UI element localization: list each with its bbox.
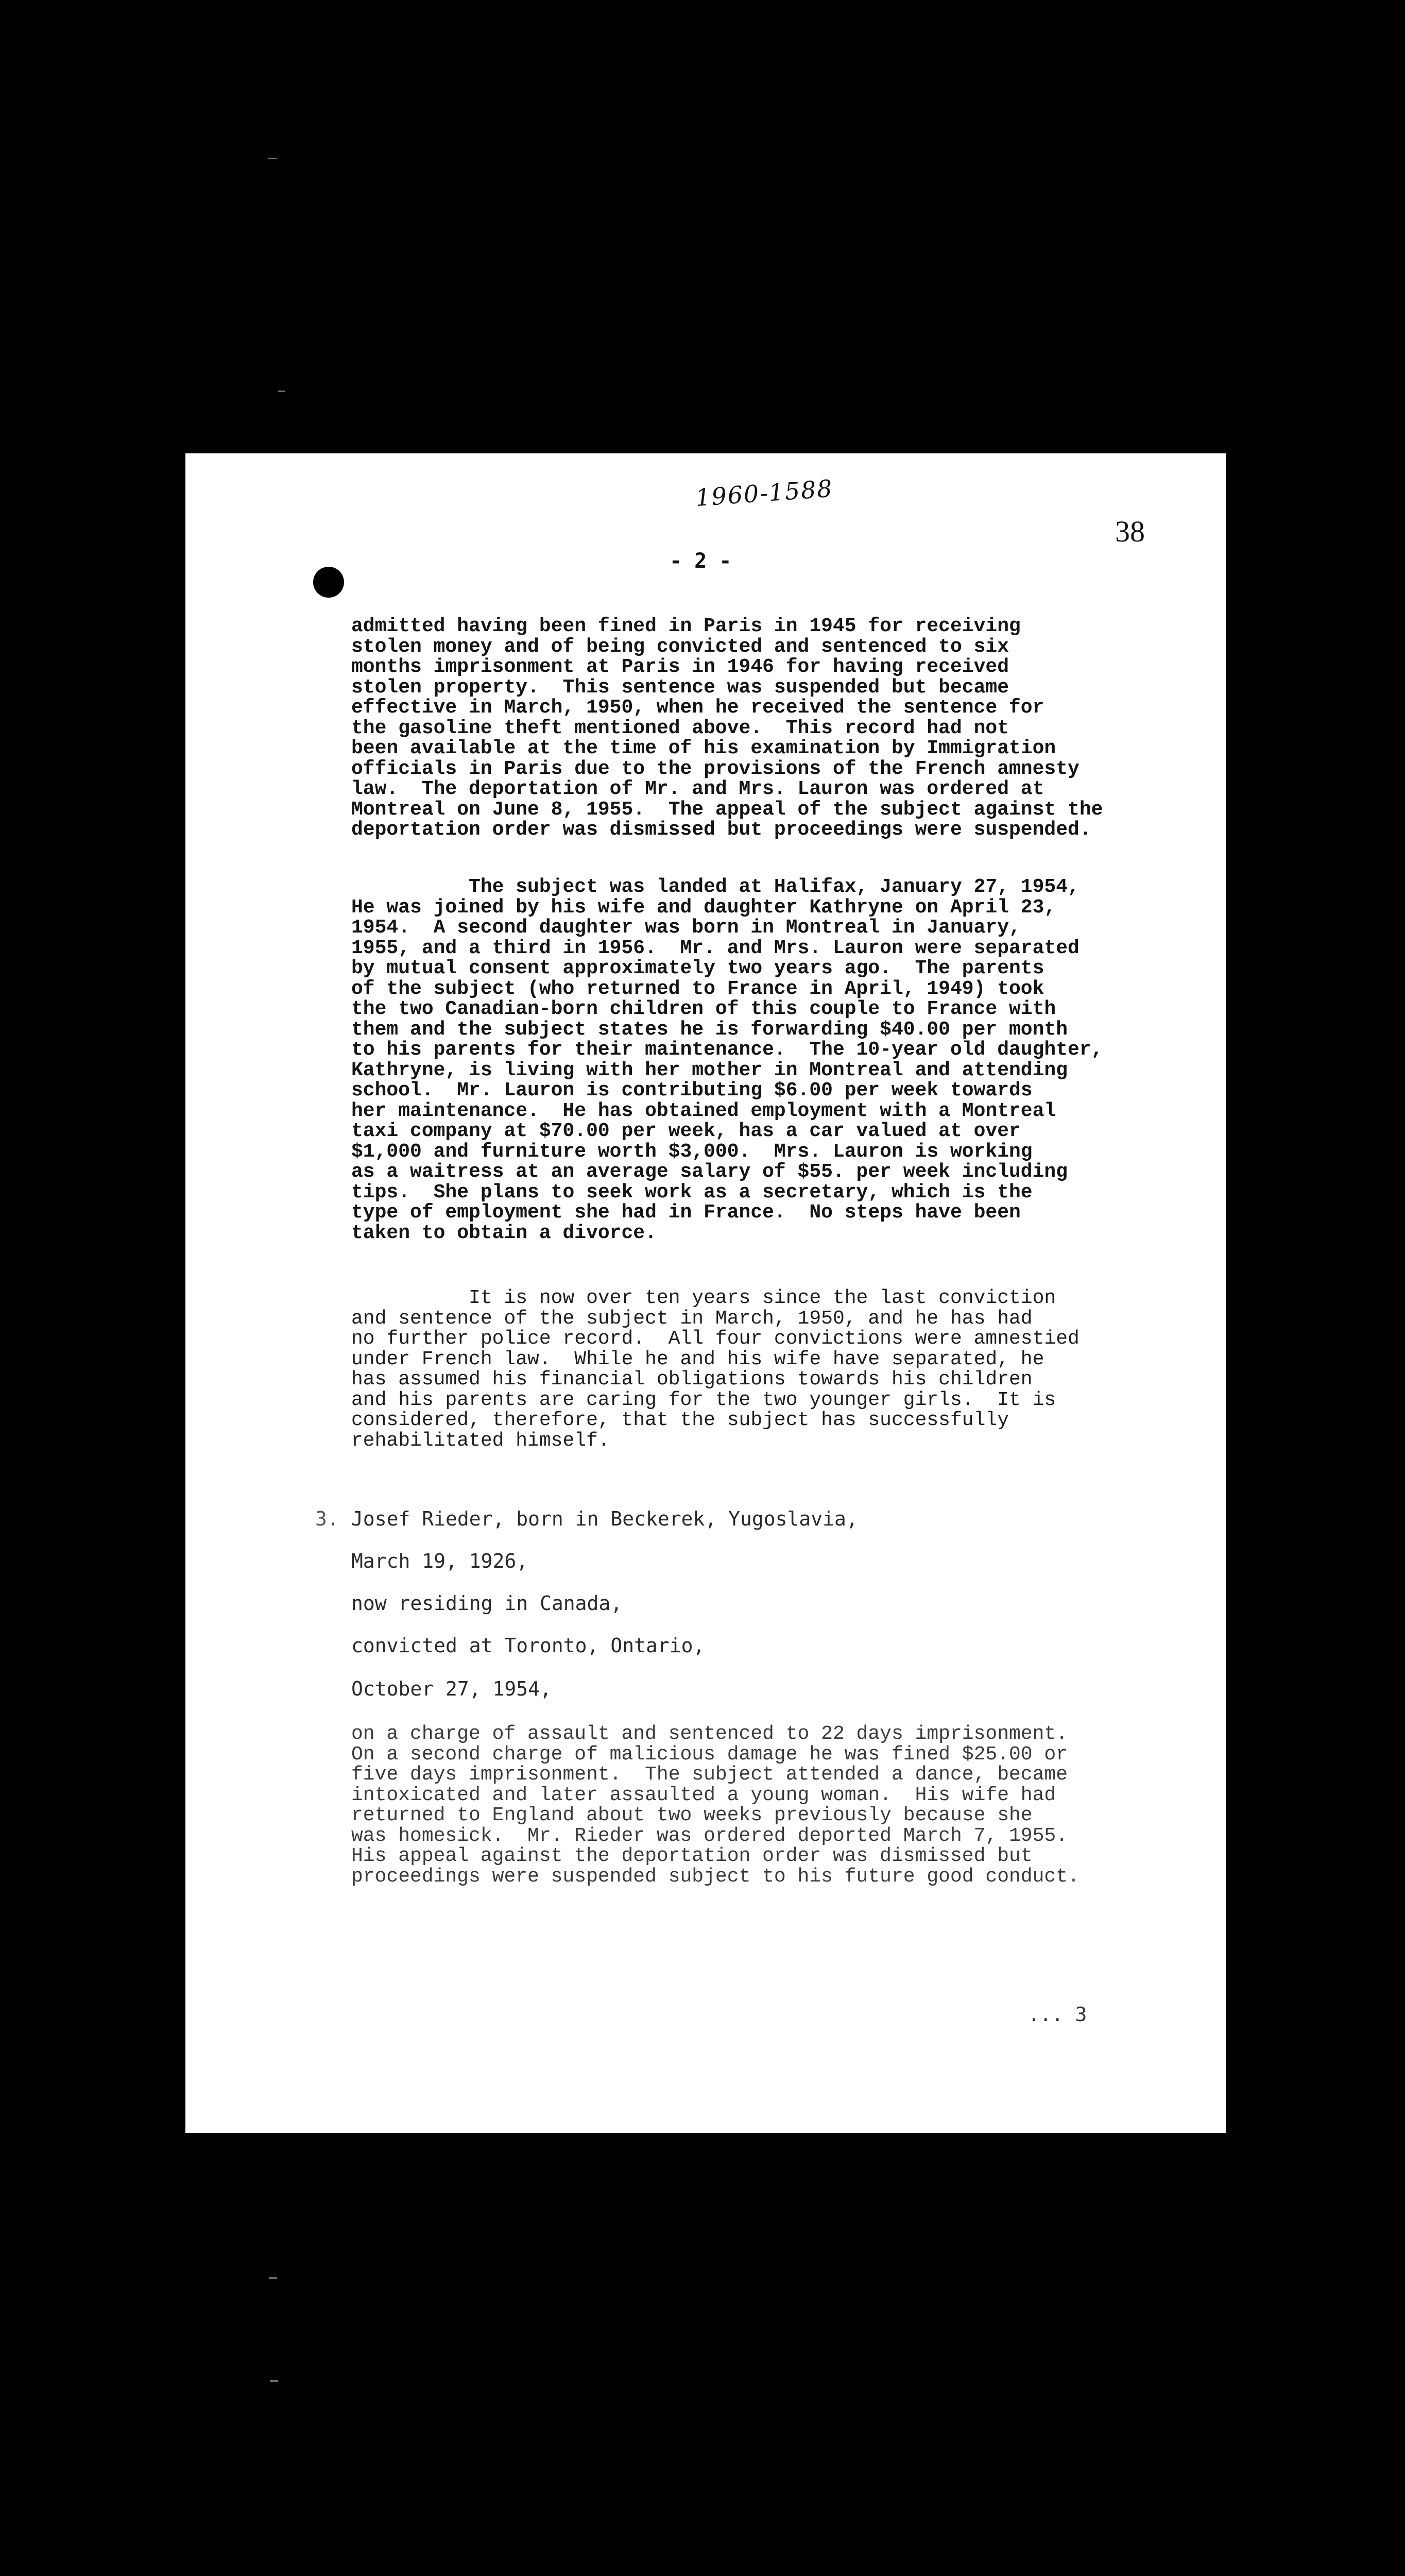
paragraph-family-details: The subject was landed at Halifax, January 27, 1954, He was joined by his wife and daughter Kathryne on April 23, 1954. A second daughter was born in Montreal in January, 1955, and a third in 1956. Mr. and Mrs. Lauron were separated by mutual consent approximately two years ago. The parents of the subject (who returned to France in April, 1949) took the two Canadian-born children of this couple to France with them and the subject states he is forwarding $40.00 per month to his parents for their maintenance. The 10-year old daughter, Kathryne, is living with her mother in Montreal and attending school. Mr. Lauron is contributing $6.00 per week towards her maintenance. He has obtained employment with a Montreal taxi company at $70.00 per week, has a car valued at over $1,000 and furniture worth $3,000. Mrs. Lauron is working as a waitress at an average salary of $55. per week including tips. She plans to seek work as a secretary, which is the type of employment she had in France. No steps have been taken to obtain a divorce.	[351, 876, 1103, 1244]
document-page	[185, 453, 1226, 2133]
item-line-conviction-place: convicted at Toronto, Ontario,	[351, 1634, 705, 1657]
page-number: - 2 -	[670, 549, 732, 573]
scan-mark	[278, 391, 285, 392]
handwritten-reference: 1960-1588	[694, 474, 834, 512]
item-line-conviction-date: October 27, 1954,	[351, 1677, 552, 1700]
scan-mark	[268, 158, 277, 159]
scan-mark	[270, 2380, 278, 2382]
paragraph-conviction-record: admitted having been fined in Paris in 1945 for receiving stolen money and of being convicted and sentenced to six months imprisonment at Paris in 1946 for having received stolen property. This sentence was suspended but became effective in March, 1950, when he received the sentence for the gasoline theft mentioned above. This record had not been available at the time of his examination by Immigration officials in Paris due to the provisions of the French amnesty law. The deportation of Mr. and Mrs. Lauron was ordered at Montreal on June 8, 1955. The appeal of the subject against the deportation order was dismissed but proceedings were suspended.	[351, 615, 1103, 841]
item-number: 3.	[315, 1507, 339, 1530]
item-line-residence: now residing in Canada,	[351, 1592, 623, 1615]
item-line-name: Josef Rieder, born in Beckerek, Yugoslavia,	[351, 1507, 858, 1530]
paragraph-rehabilitation: It is now over ten years since the last conviction and sentence of the subject in March, 1950, and he has had no further police record. All four convictions were amnestied under French law. While he and his wife have separated, he has assumed his financial obligations towards his children and his parents are caring for the two younger girls. It is considered, therefore, that the subject has successfully rehabilitated himself.	[351, 1287, 1080, 1452]
paragraph-rieder-charges: on a charge of assault and sentenced to 22 days imprisonment. On a second charge of malicious damage he was fined $25.00 or five days imprisonment. The subject attended a dance, became intoxicated and later assaulted a young woman. His wife had returned to England about two weeks previously because she was homesick. Mr. Rieder was ordered deported March 7, 1955. His appeal against the deportation order was dismissed but proceedings were suspended subject to his future good conduct.	[351, 1723, 1080, 1888]
punch-hole-icon	[313, 567, 344, 598]
continuation-marker: ... 3	[1028, 2003, 1087, 2026]
item-line-birthdate: March 19, 1926,	[351, 1550, 528, 1572]
folio-number: 38	[1115, 515, 1145, 548]
scan-mark	[269, 2277, 277, 2279]
